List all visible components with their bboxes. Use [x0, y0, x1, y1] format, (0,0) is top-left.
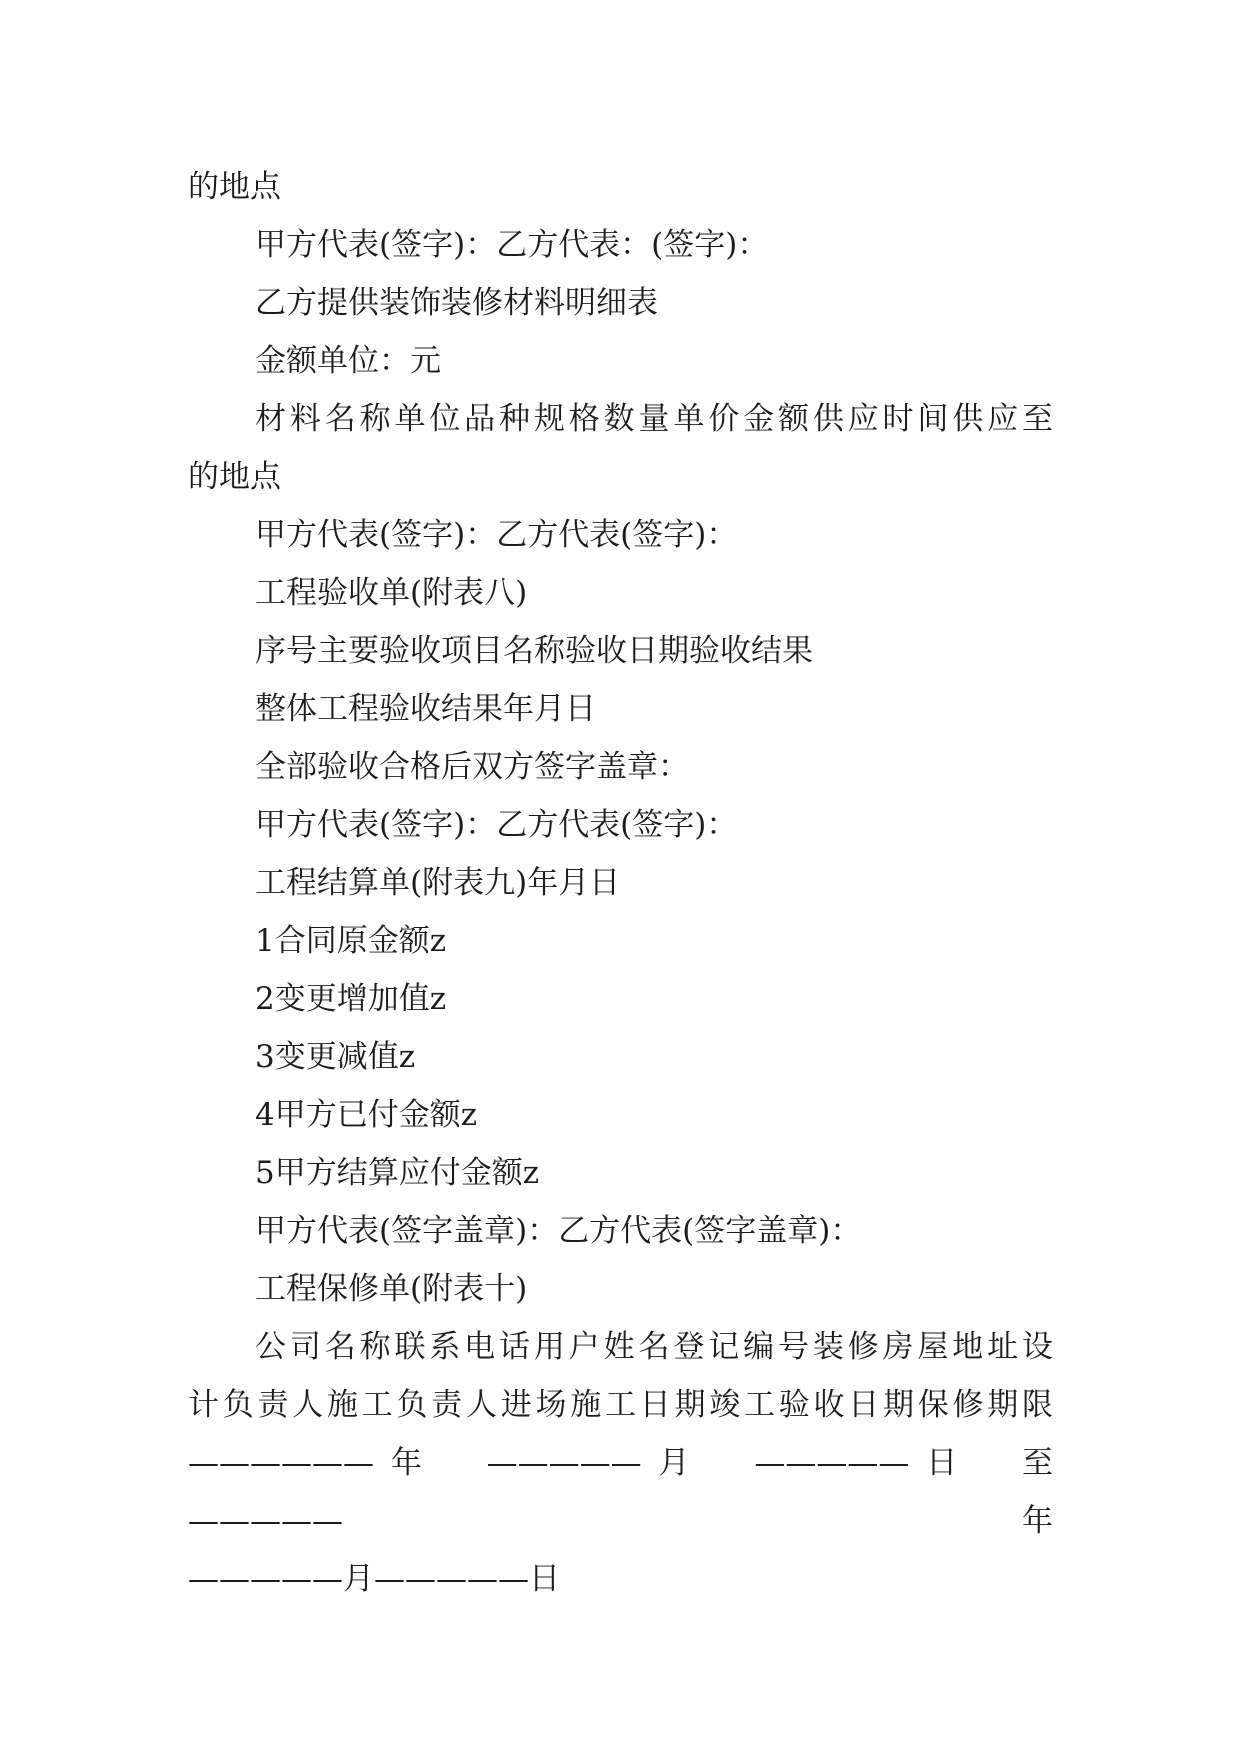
document-body	[188, 158, 1084, 1608]
section-heading: 工程验收单(附表八)	[255, 575, 528, 611]
date-range-line: —————月—————日	[188, 1561, 560, 1597]
date-range-line: ——————年 —————月 —————日 至 —————年	[188, 1445, 1084, 1539]
text-line: 序号主要验收项目名称验收日期验收结果	[255, 633, 813, 669]
list-item: 5甲方结算应付金额z	[255, 1155, 540, 1191]
text-line: 公司名称联系电话用户姓名登记编号装修房屋地址设	[255, 1329, 1053, 1365]
list-item: 1合同原金额z	[255, 923, 447, 959]
text-line: 的地点	[188, 459, 281, 495]
text-line: 材料名称单位品种规格数量单价金额供应时间供应至	[255, 401, 1053, 437]
text-line: 全部验收合格后双方签字盖章：	[255, 749, 689, 785]
section-heading: 乙方提供装饰装修材料明细表	[255, 285, 658, 321]
signature-line: 甲方代表(签字)：乙方代表：(签字)：	[255, 227, 769, 263]
signature-line: 甲方代表(签字)：乙方代表(签字)：	[255, 517, 738, 553]
section-heading: 工程保修单(附表十)	[255, 1271, 528, 1307]
list-item: 4甲方已付金额z	[255, 1097, 478, 1133]
list-item: 2变更增加值z	[255, 981, 447, 1017]
text-line: 计负责人施工负责人进场施工日期竣工验收日期保修期限	[188, 1387, 1053, 1423]
text-line: 的地点	[188, 169, 281, 205]
signature-line: 甲方代表(签字盖章)：乙方代表(签字盖章)：	[255, 1213, 862, 1249]
list-item: 3变更减值z	[255, 1039, 416, 1075]
signature-line: 甲方代表(签字)：乙方代表(签字)：	[255, 807, 738, 843]
text-line: 整体工程验收结果年月日	[255, 691, 596, 727]
text-line: 金额单位：元	[255, 343, 441, 379]
section-heading: 工程结算单(附表九)年月日	[255, 865, 621, 901]
